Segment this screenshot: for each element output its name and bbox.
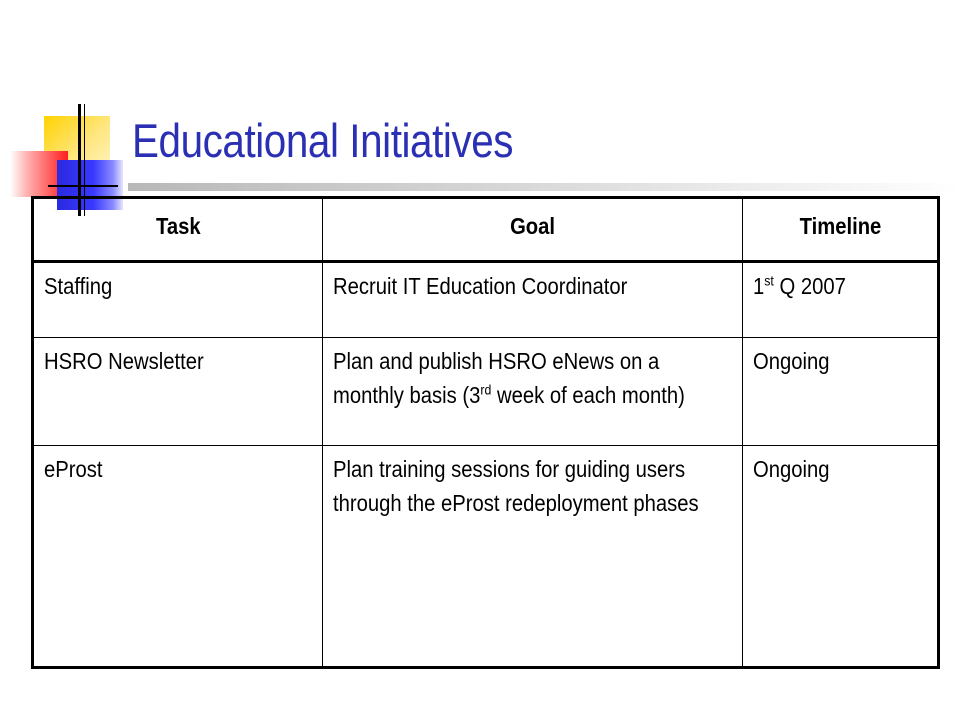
title-underline [128, 183, 960, 191]
table-header-row [33, 198, 939, 262]
cell-goal: Recruit IT Education Coordinator [323, 262, 743, 338]
cell-goal: Plan training sessions for guiding users through the eProst redeployment phases [323, 446, 743, 668]
table-row [33, 446, 939, 668]
table-row [33, 338, 939, 446]
initiatives-table [31, 196, 940, 669]
cell-task: HSRO Newsletter [33, 338, 323, 446]
header-goal: Goal [323, 198, 743, 262]
logo-horizontal-line [48, 185, 118, 187]
slide-title: Educational Initiatives [132, 114, 514, 167]
cell-task: Staffing [33, 262, 323, 338]
cell-timeline: Ongoing [743, 446, 939, 668]
cell-timeline: 1st Q 2007 [743, 262, 939, 338]
table-row [33, 262, 939, 338]
header-task: Task [33, 198, 323, 262]
header-timeline: Timeline [743, 198, 939, 262]
cell-task: eProst [33, 446, 323, 668]
cell-timeline: Ongoing [743, 338, 939, 446]
cell-goal: Plan and publish HSRO eNews on a monthly basis (3rd week of each month) [323, 338, 743, 446]
